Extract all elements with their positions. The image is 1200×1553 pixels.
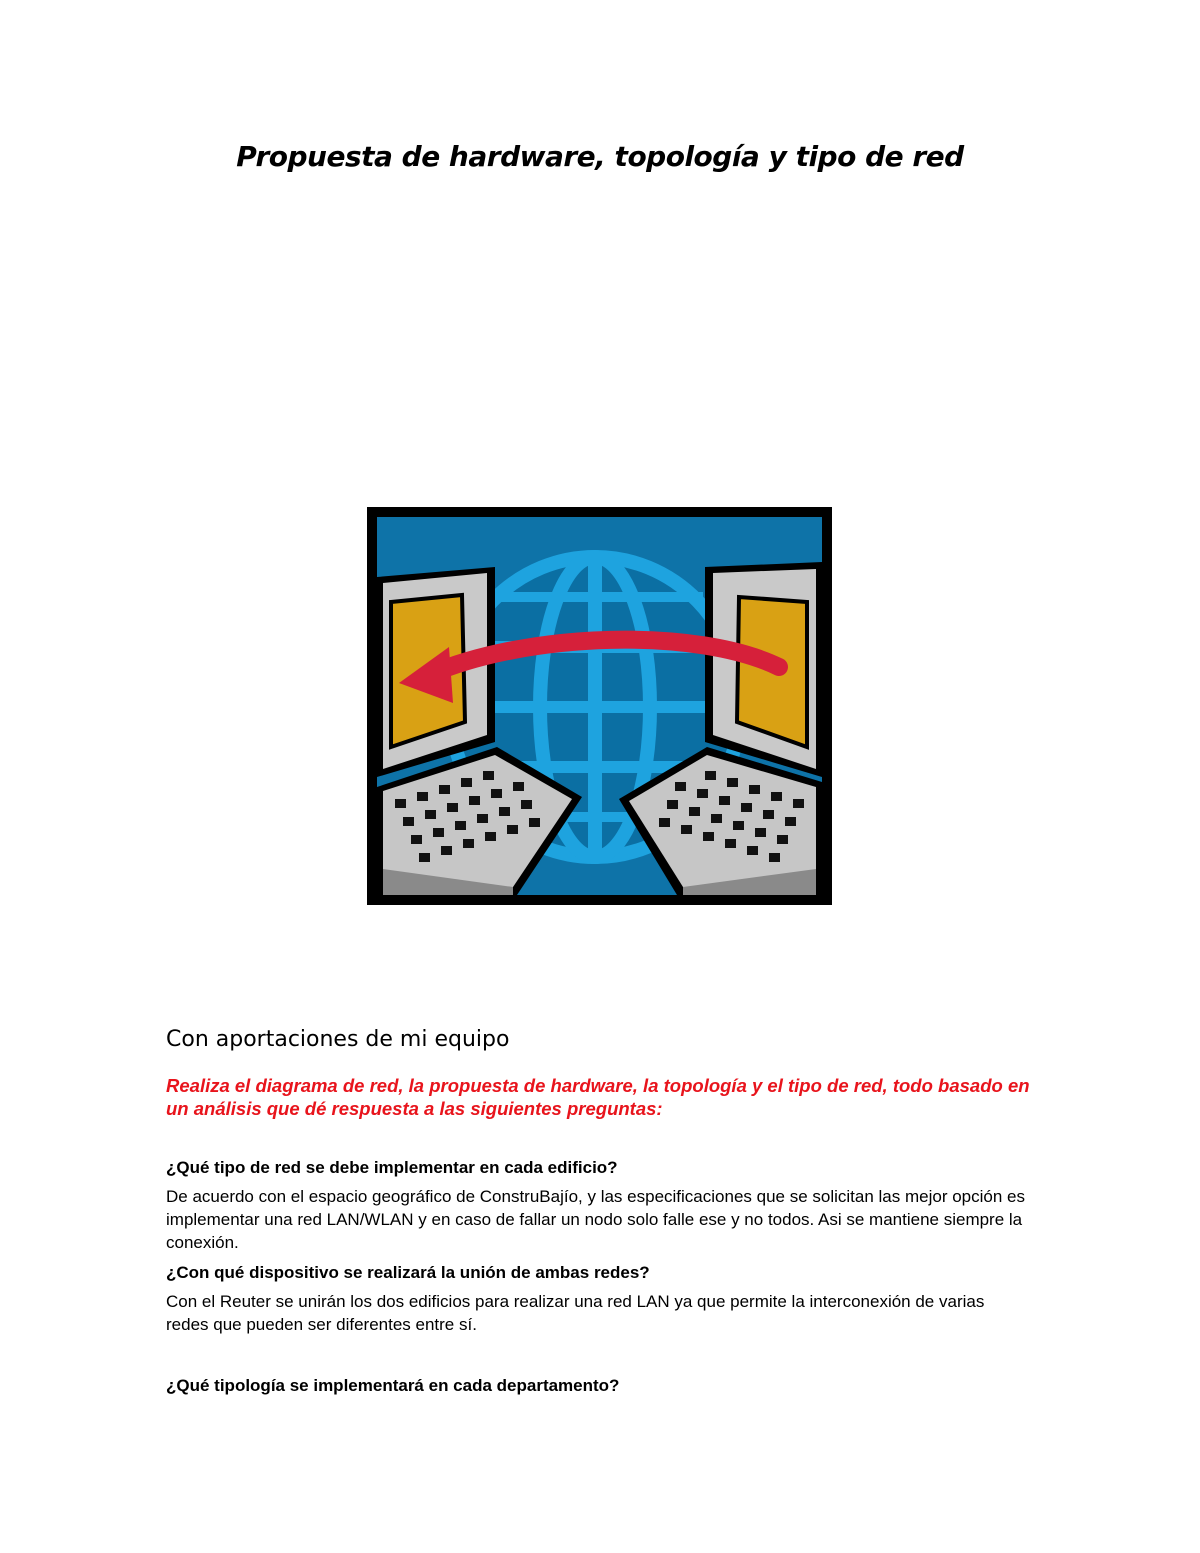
page-title: Propuesta de hardware, topología y tipo de red <box>236 140 964 173</box>
subtitle: Con aportaciones de mi equipo <box>166 1027 510 1052</box>
network-computers-globe-icon <box>367 507 832 905</box>
answer-2: Con el Reuter se unirán los dos edificios para realizar una red LAN ya que permite la interconexión de varias redes que pueden ser diferentes entre sí. <box>166 1292 985 1334</box>
answer-1: De acuerdo con el espacio geográfico de ConstruBajío, y las especificaciones que se solicitan las mejor opción es implementar una red LAN/WLAN y en caso de fallar un nodo solo falle ese y no todos. Asi se mantiene siempre la conexión. <box>166 1187 1025 1252</box>
question-3: ¿Qué tipología se implementará en cada departamento? <box>166 1376 620 1395</box>
question-2: ¿Con qué dispositivo se realizará la unión de ambas redes? <box>166 1263 650 1282</box>
instructions-text: Realiza el diagrama de red, la propuesta de hardware, la topología y el tipo de red, todo basado en un análisis que dé respuesta a las siguientes preguntas: <box>166 1075 1030 1119</box>
question-1: ¿Qué tipo de red se debe implementar en cada edificio? <box>166 1158 618 1177</box>
